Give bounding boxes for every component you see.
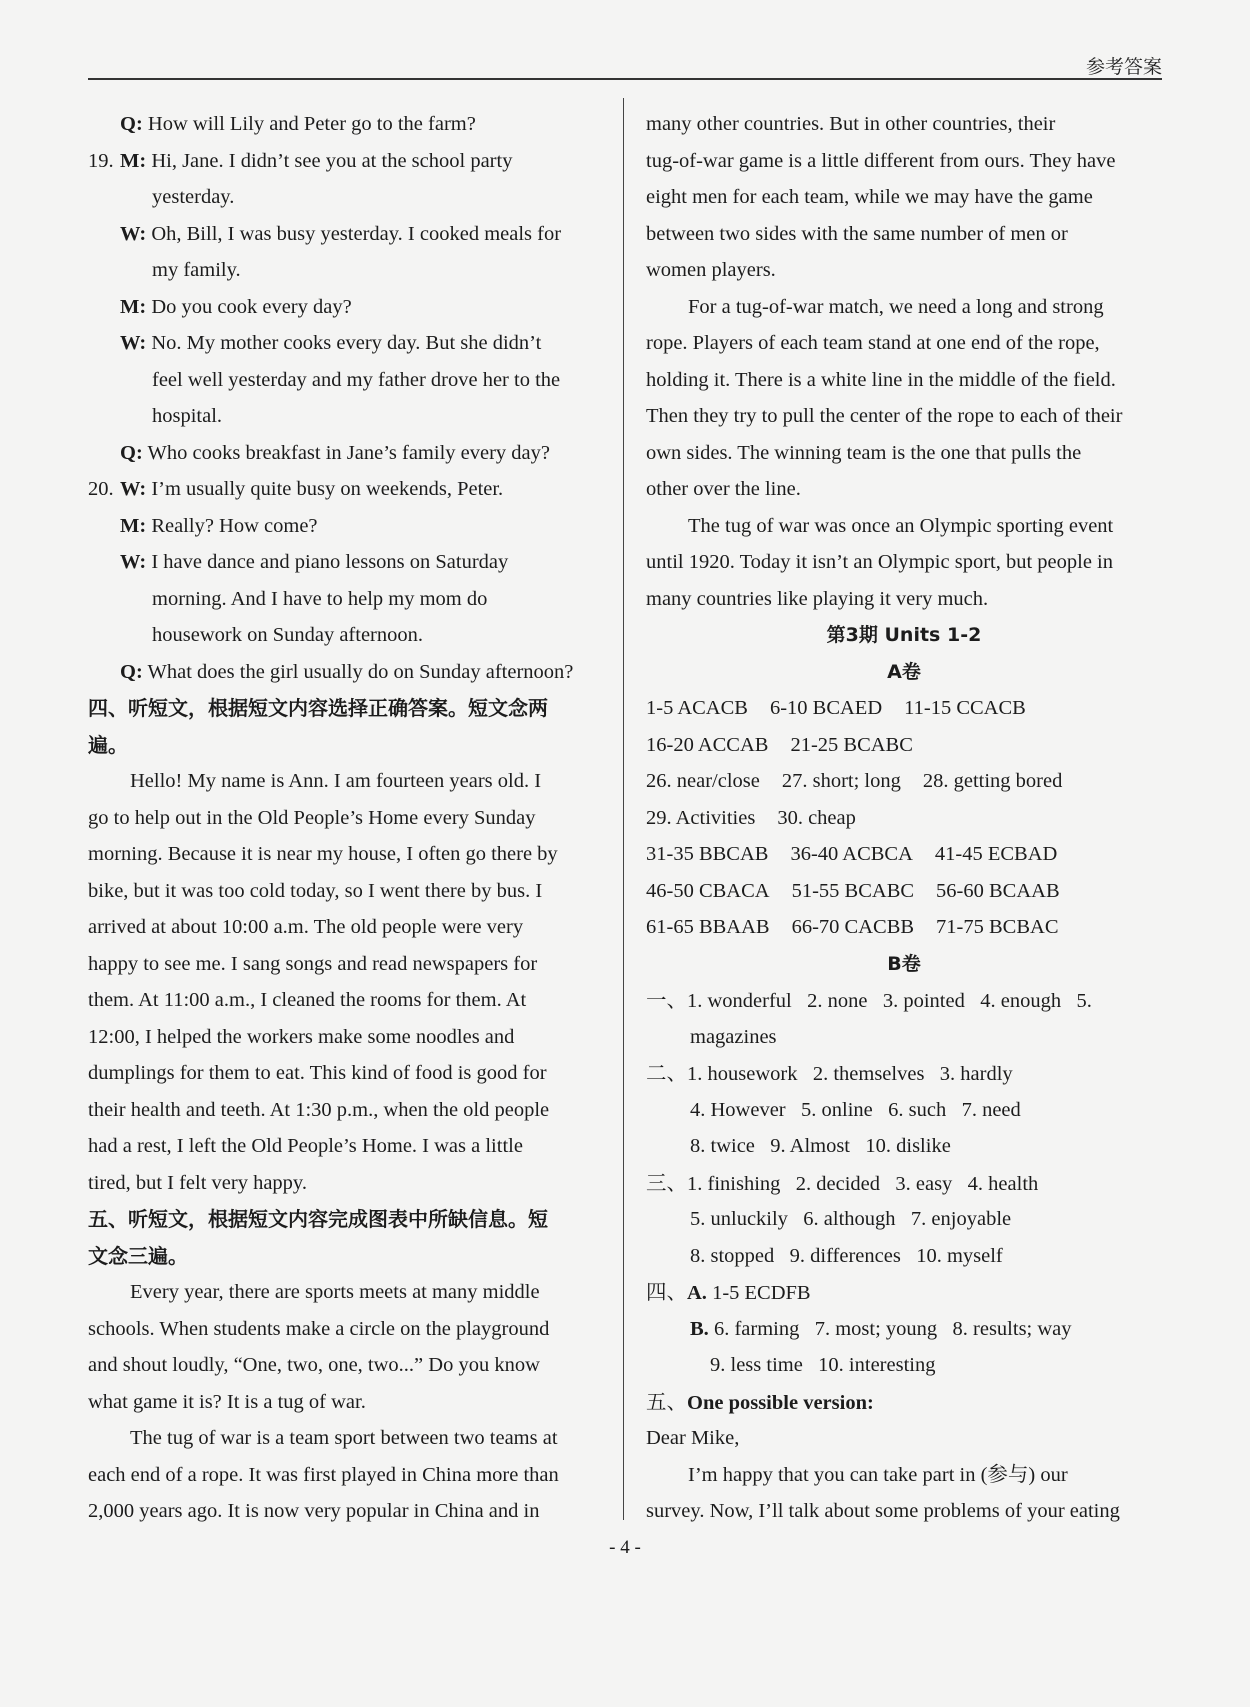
answer-row: 五、One possible version: (646, 1389, 874, 1414)
section-heading: 四、听短文，根据短文内容选择正确答案。短文念两 (88, 696, 548, 720)
paragraph-line: Every year, there are sports meets at many middle (130, 1281, 540, 1303)
paragraph-line: The tug of war is a team sport between two teams at (130, 1427, 558, 1449)
answer-row: 61-65 BBAAB 66-70 CACBB 71-75 BCBAC (646, 916, 1059, 938)
paragraph-line: Then they try to pull the center of the rope to each of their (646, 405, 1123, 427)
answer-row: 5. unluckily 6. although 7. enjoyable (690, 1208, 1012, 1230)
paragraph-line: women players. (646, 259, 776, 281)
answer-row: magazines (690, 1025, 777, 1048)
answer-row: 8. twice 9. Almost 10. dislike (690, 1135, 951, 1157)
dialog-line: my family. (152, 259, 241, 281)
answer-row: 9. less time 10. interesting (710, 1354, 936, 1376)
left-column (88, 106, 602, 1530)
dialog-line: Q: What does the girl usually do on Sunday afternoon? (120, 660, 574, 683)
answer-row: 一、1. wonderful 2. none 3. pointed 4. enough 5. (646, 988, 1092, 1012)
paragraph-line: eight men for each team, while we may have the game (646, 186, 1093, 208)
dialog-line: M: Do you cook every day? (120, 295, 352, 318)
paragraph-line: rope. Players of each team stand at one end of the rope, (646, 332, 1100, 354)
paragraph-line: bike, but it was too cold today, so I went there by bus. I (88, 879, 543, 902)
letter-line: Dear Mike, (646, 1427, 740, 1449)
paragraph-line: happy to see me. I sang songs and read newspapers for (88, 952, 538, 975)
dialog-line: hospital. (152, 405, 223, 427)
paragraph-line: own sides. The winning team is the one that pulls the (646, 441, 1082, 464)
issue-title: 第3期 Units 1-2 (826, 624, 982, 646)
answer-row: 三、1. finishing 2. decided 3. easy 4. health (646, 1170, 1039, 1195)
answer-row: 16-20 ACCAB 21-25 BCABC (646, 733, 913, 756)
dialog-line: W: No. My mother cooks every day. But she didn’t (120, 332, 542, 354)
paragraph-line: go to help out in the Old People’s Home every Sunday (88, 806, 536, 829)
answer-row: 二、1. housework 2. themselves 3. hardly (646, 1061, 1013, 1085)
page-number: - 4 - (609, 1537, 641, 1558)
b-section-title: B卷 (887, 952, 921, 975)
header-label: 参考答案 (1085, 56, 1162, 78)
dialog-line: yesterday. (152, 186, 235, 208)
answer-row: 26. near/close 27. short; long 28. getting bored (646, 770, 1063, 792)
dialog-line: W: I have dance and piano lessons on Saturday (120, 551, 509, 573)
right-column (646, 106, 1162, 1530)
paragraph-line: each end of a rope. It was first played in China more than (88, 1463, 559, 1486)
dialog-line: Q: How will Lily and Peter go to the farm? (120, 113, 476, 135)
paragraph-line: 12:00, I helped the workers make some noodles and (88, 1025, 515, 1048)
answer-row: 1-5 ACACB 6-10 BCAED 11-15 CCACB (646, 697, 1026, 719)
paragraph-line: Hello! My name is Ann. I am fourteen years old. I (130, 770, 542, 792)
paragraph-line: morning. Because it is near my house, I often go there by (88, 843, 558, 865)
paragraph-line: many other countries. But in other countries, their (646, 113, 1056, 135)
paragraph-line: For a tug-of-war match, we need a long and strong (688, 295, 1104, 318)
paragraph-line: 2,000 years ago. It is now very popular in China and in (88, 1500, 540, 1522)
paragraph-line: had a rest, I left the Old People’s Home. I was a little (88, 1135, 523, 1157)
letter-line: survey. Now, I’ll talk about some problems of your eating (646, 1500, 1120, 1522)
letter-line: I’m happy that you can take part in (参与) our (688, 1463, 1068, 1486)
paragraph-line: and shout loudly, “One, two, one, two...” Do you know (88, 1354, 540, 1376)
paragraph-line: tired, but I felt very happy. (88, 1171, 307, 1194)
answer-row: 4. However 5. online 6. such 7. need (690, 1098, 1021, 1121)
paragraph-line: dumplings for them to eat. This kind of food is good for (88, 1062, 547, 1084)
header-rule (88, 78, 1162, 80)
dialog-line: Q: Who cooks breakfast in Jane’s family every day? (120, 441, 550, 464)
paragraph-line: their health and teeth. At 1:30 p.m., when the old people (88, 1098, 550, 1121)
answer-row: 31-35 BBCAB 36-40 ACBCA 41-45 ECBAD (646, 843, 1058, 865)
a-section-title: A卷 (887, 660, 921, 683)
paragraph-line: schools. When students make a circle on the playground (88, 1317, 550, 1340)
dialog-line: M: Really? How come? (120, 514, 318, 537)
paragraph-line: many countries like playing it very much. (646, 587, 989, 610)
paragraph-line: other over the line. (646, 478, 801, 500)
answer-row: 四、A. 1-5 ECDFB (646, 1280, 811, 1304)
answer-row: 8. stopped 9. differences 10. myself (690, 1244, 1003, 1267)
dialog-line: 20. W: I’m usually quite busy on weekends, Peter. (88, 478, 504, 500)
section-heading: 遍。 (88, 732, 128, 757)
answer-row: B. 6. farming 7. most; young 8. results; way (690, 1317, 1072, 1340)
paragraph-line: holding it. There is a white line in the middle of the field. (646, 368, 1116, 391)
section-heading: 五、听短文，根据短文内容完成图表中所缺信息。短 (88, 1207, 548, 1231)
dialog-line: feel well yesterday and my father drove her to the (152, 368, 561, 391)
dialog-line: morning. And I have to help my mom do (152, 587, 488, 610)
paragraph-line: between two sides with the same number of men or (646, 222, 1068, 245)
paragraph-line: until 1920. Today it isn’t an Olympic sport, but people in (646, 551, 1113, 573)
paragraph-line: them. At 11:00 a.m., I cleaned the rooms for them. At (88, 989, 527, 1011)
paragraph-line: what game it is? It is a tug of war. (88, 1390, 366, 1413)
dialog-line: 19. M: Hi, Jane. I didn’t see you at the school party (88, 149, 513, 172)
answer-row: 46-50 CBACA 51-55 BCABC 56-60 BCAAB (646, 879, 1060, 902)
dialog-line: W: Oh, Bill, I was busy yesterday. I cooked meals for (120, 222, 562, 245)
paragraph-line: The tug of war was once an Olympic sporting event (688, 514, 1114, 537)
section-heading: 文念三遍。 (88, 1243, 188, 1268)
paragraph-line: tug-of-war game is a little different from ours. They have (646, 149, 1116, 172)
column-divider (623, 98, 624, 1520)
answer-row: 29. Activities 30. cheap (646, 806, 856, 829)
paragraph-line: arrived at about 10:00 a.m. The old people were very (88, 916, 524, 938)
dialog-line: housework on Sunday afternoon. (152, 624, 424, 646)
